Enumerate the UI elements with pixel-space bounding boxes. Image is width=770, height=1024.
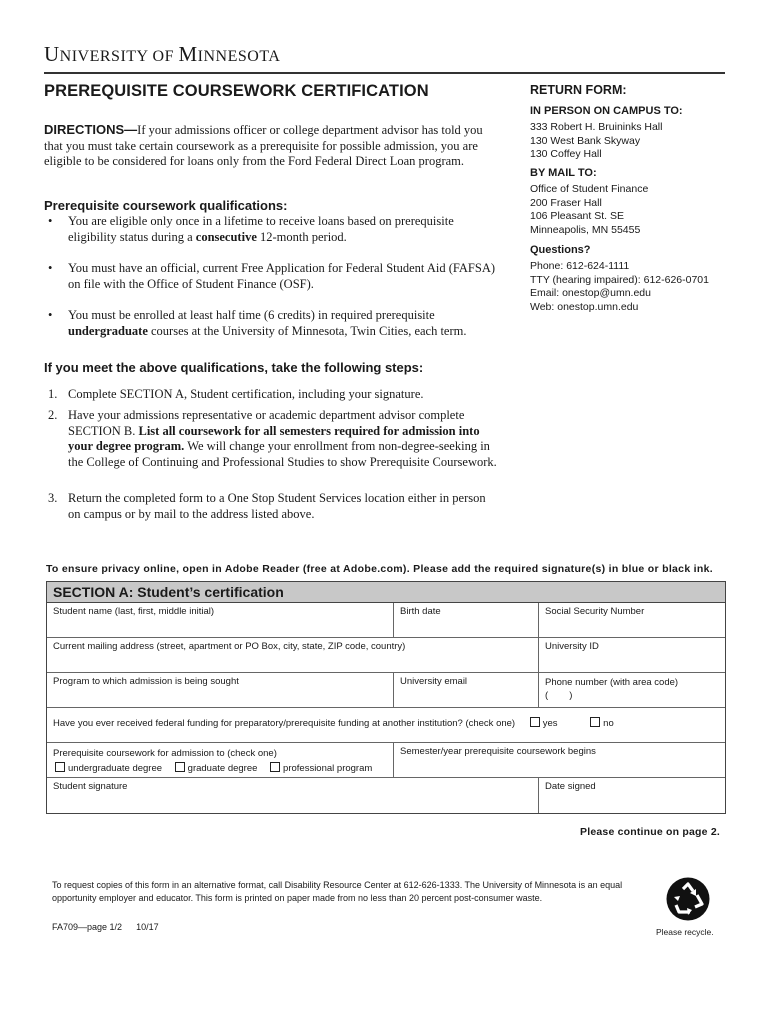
prereq-admission-field <box>47 743 394 778</box>
bullet-glyph: • <box>48 261 53 275</box>
mail-address <box>530 183 730 237</box>
bullet-glyph: • <box>48 308 53 322</box>
field-label: Birth date <box>400 606 441 617</box>
address-line: 106 Pleasant St. SE <box>530 210 624 222</box>
undergrad-checkbox[interactable] <box>55 762 65 772</box>
address-line: 333 Robert H. Bruininks Hall <box>530 121 663 133</box>
field-label: University email <box>400 676 468 687</box>
no-checkbox[interactable] <box>590 717 600 727</box>
ssn-field[interactable] <box>539 603 725 638</box>
grad-option[interactable] <box>173 763 258 774</box>
qualification-item: • You are eligible only once in a lifetime to receive loans based on prerequisite eligibility status during a consecutive 12-month period. <box>48 214 454 244</box>
address-line: Office of Student Finance <box>530 183 649 195</box>
field-label: Current mailing address (street, apartment or PO Box, city, state, ZIP code, country) <box>53 641 406 652</box>
bullet-glyph: • <box>48 214 53 228</box>
tty-contact: TTY (hearing impaired): 612-626-0701 <box>530 273 709 286</box>
option-label: professional program <box>283 763 373 774</box>
web-contact: Web: onestop.umn.edu <box>530 300 639 313</box>
phone-field[interactable] <box>539 673 725 708</box>
recycle-caption: Please recycle. <box>656 927 714 937</box>
form-id: FA709—page 1/2 <box>52 922 123 932</box>
no-option[interactable] <box>588 718 614 729</box>
field-label: Phone number (with area code) <box>545 677 679 688</box>
date-signed-field[interactable] <box>539 778 725 813</box>
by-mail-heading: BY MAIL TO: <box>530 167 597 179</box>
address-line: 130 West Bank Skyway <box>530 134 641 147</box>
phone-area-code: ( ) <box>545 690 573 701</box>
professional-checkbox[interactable] <box>270 762 280 772</box>
address-line: 200 Fraser Hall <box>530 196 602 209</box>
step-number: 2. <box>48 408 58 422</box>
in-person-heading: IN PERSON ON CAMPUS TO: <box>530 105 683 117</box>
footer-text: To request copies of this form in an alternative format, call Disability Resource Center at 612-626-1333. The University of Minnesota is an equal opportunity employer and educator. This form is printed on paper made from no less than 20 percent post-consumer waste. <box>52 880 623 903</box>
header-rule <box>44 72 725 74</box>
field-label: Date signed <box>545 781 596 792</box>
section-a-form <box>46 581 726 814</box>
field-label: Prerequisite coursework for admission to (check one) <box>53 748 277 759</box>
form-date: 10/17 <box>136 922 159 932</box>
questions-heading: Questions? <box>530 244 591 256</box>
qualification-item: • You must be enrolled at least half time (6 credits) in required prerequisite undergraduate courses at the University of Minnesota, Twin Cities, each term. <box>48 308 467 338</box>
yes-checkbox[interactable] <box>530 717 540 727</box>
privacy-note: To ensure privacy online, open in Adobe Reader (free at Adobe.com). Please add the required signature(s) in blue or black ink. <box>46 563 713 575</box>
recycle-icon <box>666 877 710 921</box>
field-label: Have you ever received federal funding for preparatory/prerequisite funding at another institution? (check one) <box>53 718 516 729</box>
birth-date-field[interactable] <box>394 603 539 638</box>
university-logo-text: UNIVERSITY OF MINNESOTA <box>44 42 281 66</box>
steps-heading: If you meet the above qualifications, take the following steps: <box>44 360 424 375</box>
directions-label: DIRECTIONS— <box>44 122 138 137</box>
field-label: Student name (last, first, middle initial) <box>53 606 215 617</box>
continue-note: Please continue on page 2. <box>580 826 720 838</box>
option-label: no <box>603 718 614 729</box>
option-label: yes <box>542 718 558 729</box>
mailing-address-field[interactable] <box>47 638 539 673</box>
address-line: 130 Coffey Hall <box>530 148 602 160</box>
undergrad-option[interactable] <box>53 763 162 774</box>
field-label: University ID <box>545 641 599 652</box>
step-number: 3. <box>48 491 58 505</box>
step-number: 1. <box>48 387 58 401</box>
field-label: Student signature <box>53 781 128 792</box>
email-contact: Email: onestop@umn.edu <box>530 287 651 299</box>
option-label: undergraduate degree <box>68 763 163 774</box>
federal-funding-question <box>47 708 725 743</box>
semester-begins-field[interactable] <box>394 743 725 778</box>
student-signature-field[interactable] <box>47 778 539 813</box>
step-item: 1. Complete SECTION A, Student certification, including your signature. <box>48 387 424 401</box>
program-field[interactable] <box>47 673 394 708</box>
university-id-field[interactable] <box>539 638 725 673</box>
page-title: PREREQUISITE COURSEWORK CERTIFICATION <box>44 82 429 100</box>
in-person-addresses <box>530 121 730 162</box>
yes-option[interactable] <box>528 718 558 729</box>
field-label: Program to which admission is being sought <box>53 676 239 687</box>
section-a-heading: SECTION A: Student’s certification <box>47 582 725 603</box>
address-line: Minneapolis, MN 55455 <box>530 223 641 236</box>
qualification-item: • You must have an official, current Free Application for Federal Student Aid (FAFSA) on file with the Office of Student Finance (OSF). <box>48 261 496 291</box>
directions-paragraph <box>44 122 494 170</box>
professional-option[interactable] <box>268 763 372 774</box>
university-email-field[interactable] <box>394 673 539 708</box>
field-label: Semester/year prerequisite coursework begins <box>400 746 596 757</box>
phone-contact: Phone: 612-624-1111 <box>530 260 630 272</box>
qualifications-heading: Prerequisite coursework qualifications: <box>44 198 288 213</box>
step-item: 2. Have your admissions representative or academic department advisor complete SECTION B. List all coursework for all semesters required for admission into your degree program. We will change your enrollment from non-degree-seeking in the College of Continuing and Professional Studies to show Prerequisite Coursework. <box>48 408 497 469</box>
directions-text: If your admissions officer or college department advisor has told you that you must take certain coursework as a prerequisite for possible admission, you are eligible to be considered for loans only from the Ford Federal Direct Loan program. <box>44 123 483 168</box>
return-form-heading: RETURN FORM: <box>530 83 627 97</box>
form-number <box>52 922 159 932</box>
student-name-field[interactable] <box>47 603 394 638</box>
questions-contacts <box>530 260 730 314</box>
step-item: 3. Return the completed form to a One Stop Student Services location either in person on campus or by mail to the address listed above. <box>48 491 486 521</box>
grad-checkbox[interactable] <box>175 762 185 772</box>
option-label: graduate degree <box>187 763 258 774</box>
field-label: Social Security Number <box>545 606 645 617</box>
